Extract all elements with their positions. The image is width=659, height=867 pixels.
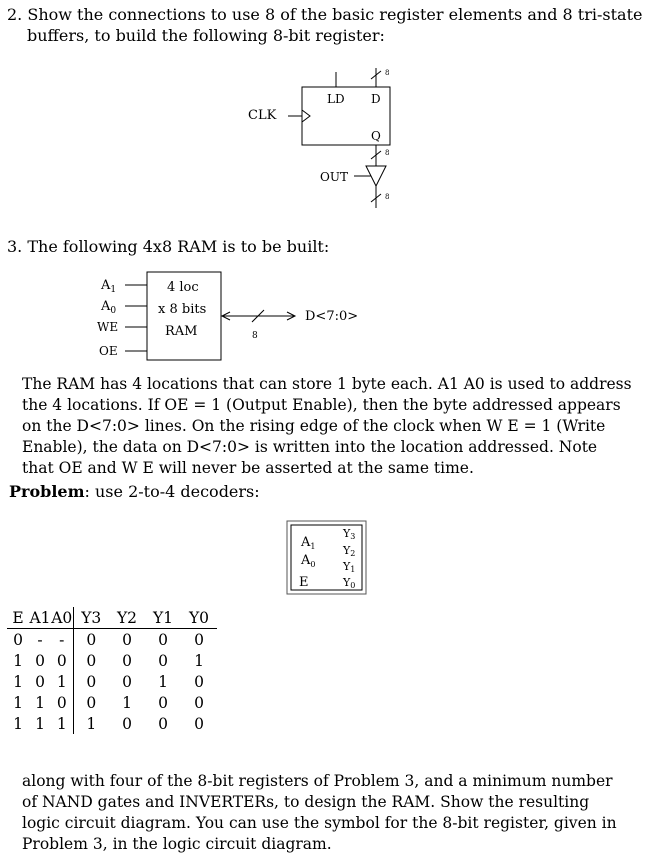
table-cell: 0 [158,651,168,670]
description-line: the 4 locations. If OE = 1 (Output Enable), then the byte addressed appears [22,396,621,414]
table-cell: 0 [56,693,67,712]
dec-a0-label: $A_0$ [301,553,316,569]
table-cell: - [37,630,43,649]
table-cell: 0 [158,714,168,733]
closing-line: logic circuit diagram. You can use the symbol for the 8-bit register, given in [22,814,617,832]
table-cell: 0 [35,672,45,691]
table-cell: 1 [13,672,23,691]
table-header: A1 [29,608,51,627]
table-cell: 1 [73,713,109,734]
table-cell: 0 [194,714,204,733]
ram-oe-label: OE [99,344,118,358]
dec-y0-label: Y0 [343,576,356,590]
problem-text: : use 2-to-4 decoders: [84,482,260,501]
out-label: OUT [320,170,348,184]
table-cell: 1 [194,651,204,670]
q2-line1: 2. Show the connections to use 8 of the basic register elements and 8 tri-state [7,5,643,24]
table-cell: 1 [56,672,67,691]
closing-line: of NAND gates and INVERTERs, to design the RAM. Show the resulting [22,793,590,811]
table-cell: 0 [122,714,132,733]
dec-a1-label: $A_1$ [301,535,316,551]
table-cell: 0 [56,651,67,670]
table-cell: 0 [73,650,109,671]
table-cell: 0 [194,693,204,712]
ram-box-line2: x 8 bits [158,302,207,317]
d-label: D [371,92,381,106]
dec-y2-label: Y2 [343,544,356,558]
ram-box-line1: 4 loc [167,280,199,295]
table-cell: 0 [73,671,109,692]
table-cell: 0 [122,672,132,691]
table-cell: 1 [56,714,67,733]
q2-line2: buffers, to build the following 8-bit register: [27,26,385,45]
table-cell: 0 [13,630,23,649]
table-cell: 1 [35,714,45,733]
table-row [7,671,217,692]
table-cell: 0 [194,672,204,691]
problem-label: Problem [9,482,85,501]
table-header: Y0 [181,607,217,629]
table-cell: 0 [122,630,132,649]
dec-e-label: E [299,575,309,590]
table-cell: 1 [13,693,23,712]
q3-line1: 3. The following 4x8 RAM is to be built: [7,237,330,256]
closing-line: Problem 3, in the logic circuit diagram. [22,835,332,853]
closing-paragraph [22,771,652,855]
description-line: Enable), the data on D<7:0> is written into the location addressed. Note [22,438,598,456]
q-label: Q [371,129,381,143]
clk-label: CLK [248,108,277,123]
description-line: on the D<7:0> lines. On the rising edge of the clock when W E = 1 (Write [22,417,606,435]
dec-y3-label: Y3 [343,527,356,541]
ld-label: LD [327,92,345,106]
ram-a0-label: $A_0$ [101,299,117,316]
table-row [7,692,217,713]
table-row [7,629,217,651]
bus-width-bottom: 8 [385,193,390,201]
bus-width-top: 8 [385,69,390,77]
table-cell: 0 [73,692,109,713]
ram-we-label: WE [97,320,119,334]
table-cell: 1 [13,651,23,670]
table-header: Y1 [145,607,181,629]
table-cell: 0 [194,630,204,649]
table-header: A0 [51,608,73,627]
table-cell: 1 [13,714,23,733]
description-line: The RAM has 4 locations that can store 1 byte each. A1 A0 is used to address [22,375,632,393]
table-header: Y2 [109,607,145,629]
table-cell: 1 [122,693,132,712]
ram-data-label: D<7:0> [305,309,359,324]
bus-width-mid: 8 [385,149,390,157]
table-cell: 0 [122,651,132,670]
table-header: E [7,607,29,629]
table-row [7,650,217,671]
closing-line: along with four of the 8-bit registers of Problem 3, and a minimum number [22,772,613,790]
table-cell: 1 [35,693,45,712]
table-cell: 0 [35,651,45,670]
ram-bus-width: 8 [252,331,258,341]
description-line: that OE and W E will never be asserted at the same time. [22,459,474,477]
table-cell: 0 [158,693,168,712]
truth-table [7,607,217,734]
ram-box-line3: RAM [165,324,198,339]
table-cell: 1 [158,672,168,691]
dec-y1-label: Y1 [343,560,356,574]
table-cell: 0 [158,630,168,649]
table-cell: - [59,630,65,649]
table-header: Y3 [73,607,109,629]
table-cell: 0 [73,629,109,651]
ram-a1-label: $A_1$ [101,278,117,295]
table-header-row [7,607,217,629]
table-row [7,713,217,734]
